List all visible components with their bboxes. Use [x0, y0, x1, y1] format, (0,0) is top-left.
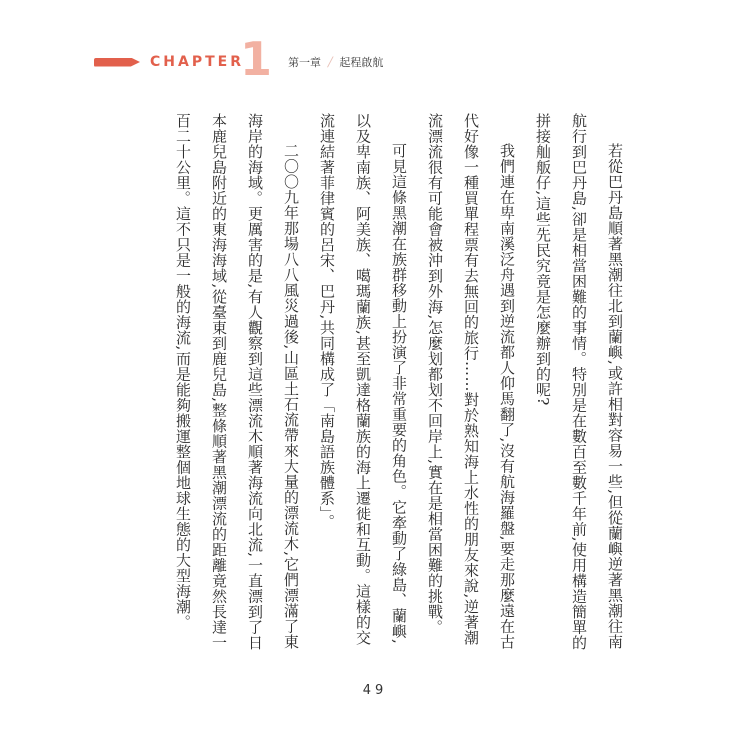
chapter-zh-label: 第一章	[288, 56, 321, 69]
paragraph: 我們連在卑南溪泛舟遇到逆流都人仰馬翻了,沒有航海羅盤,要走那麼遠在古代好像一種買單程票有去無回的旅行……對於熟知海上水性的朋友來說,逆著潮流漂流很有可能會被沖到外海,怎麼划都划不回岸上,實在是相當困難的挑戰。	[426, 113, 516, 650]
chapter-subtitle	[288, 54, 383, 70]
page-footer	[0, 679, 750, 698]
chapter-label: CHAPTER	[150, 54, 244, 70]
slash-separator-icon: /	[326, 54, 334, 70]
body-text	[155, 113, 633, 655]
paragraph: 若從巴丹島順著黑潮往北到蘭嶼,或許相對容易一些,但從蘭嶼逆著黑潮往南航行到巴丹島,卻是相當困難的事情。特別是在數百至數千年前,使用構造簡單的拼接舢舨仔,這些先民究竟是怎麼辦到的呢?	[534, 113, 624, 651]
page-number: 49	[362, 683, 388, 698]
chapter-number: 1	[239, 32, 272, 86]
paragraph: 二〇〇九年那場八八風災過後,山區土石流帶來大量的漂流木,它們漂滿了東海岸的海域。更厲害的是,有人觀察到這些漂流木順著海流向北流,一直漂到了日本鹿兒島附近的東海海域,從臺東到鹿兒島,整條順著黑潮漂流的距離竟然長達一百二十公里。這不只是一般的海流,而是能夠搬運整個地球生態的大型海潮。	[174, 113, 300, 651]
chapter-title: 起程啟航	[339, 56, 384, 69]
chapter-header	[94, 32, 384, 86]
arrow-dash-icon	[94, 58, 140, 67]
paragraph: 可見這條黑潮在族群移動上扮演了非常重要的角色。它牽動了綠島、蘭嶼,以及卑南族、阿美族、噶瑪蘭族,甚至凱達格蘭族的海上遷徙和互動。這樣的交流連結著菲律賓的呂宋、巴丹,共同構成了「南島語族體系」。	[318, 113, 408, 646]
